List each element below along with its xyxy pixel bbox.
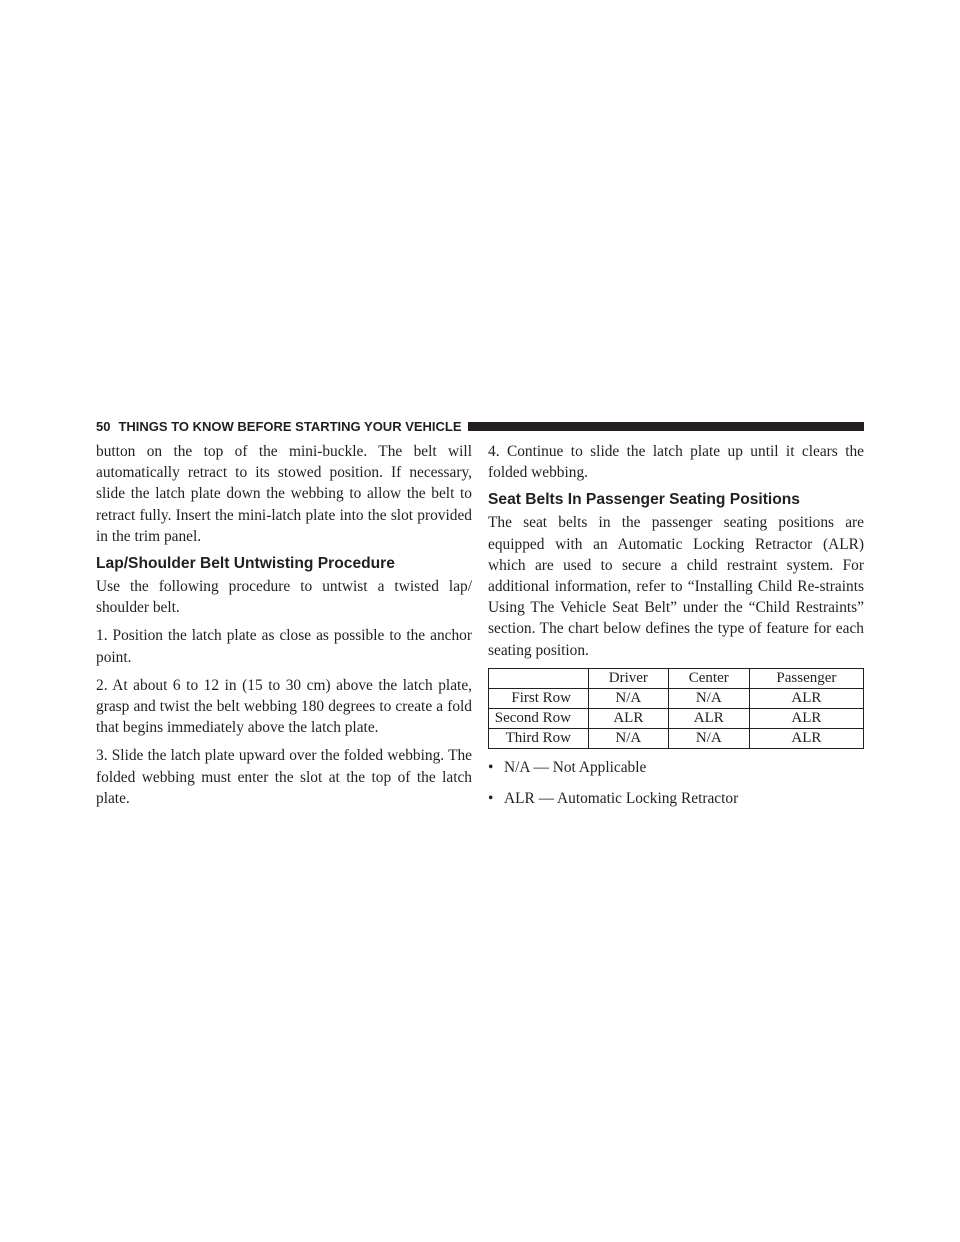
column-header: Passenger (749, 668, 863, 688)
row-label: Second Row (489, 708, 589, 728)
row-label: Third Row (489, 728, 589, 748)
step-4: 4. Continue to slide the latch plate up until it clears the folded webbing. (488, 443, 864, 482)
abbreviation-list (488, 757, 864, 809)
page-number: 50 (96, 418, 111, 434)
untwisting-heading: Lap/Shoulder Belt Untwisting Procedure (96, 555, 395, 573)
table-cell: ALR (589, 708, 669, 728)
header-rule (468, 422, 864, 431)
step-2: 2. At about 6 to 12 in (15 to 30 cm) above the latch plate, grasp and twist the belt webbing 180 degrees to create a fold that begins immediately above the latch plate. (96, 676, 472, 737)
table-cell: ALR (749, 728, 863, 748)
page-header (96, 418, 864, 434)
seating-position-table (488, 668, 864, 749)
list-item (488, 757, 864, 778)
row-label: First Row (489, 688, 589, 708)
list-item-text: ALR — Automatic Locking Retractor (504, 789, 739, 807)
table-row (489, 688, 864, 708)
continued-paragraph: button on the top of the mini-buckle. The belt will automatically retract to its stowed position. If necessary, slide the latch plate down the webbing to allow the belt to retract fully. Insert the mini-latch plate into the slot provided in the trim panel. (96, 443, 472, 545)
table-row (489, 728, 864, 748)
table-cell: ALR (668, 708, 749, 728)
table-cell: N/A (589, 728, 669, 748)
column-header: Driver (589, 668, 669, 688)
left-column (96, 441, 472, 816)
step-3: 3. Slide the latch plate upward over the folded webbing. The folded webbing must enter the slot at the top of the latch plate. (96, 747, 472, 807)
column-header: Center (668, 668, 749, 688)
table-cell: ALR (749, 688, 863, 708)
table-row (489, 708, 864, 728)
right-column (488, 441, 864, 819)
table-corner-cell (489, 668, 589, 688)
bullet-icon: • (488, 758, 494, 776)
table-cell: N/A (668, 728, 749, 748)
passenger-belts-paragraph: The seat belts in the passenger seating positions are equipped with an Automatic Locking Retractor (ALR) which are used to secure a child restraint system. For additional information, refer to “Installing Child Re-straints Using The Vehicle Seat Belt” under the “Child Restraints” section. The chart below defines the type of feature for each seating position. (488, 514, 864, 659)
table-cell: ALR (749, 708, 863, 728)
section-title: THINGS TO KNOW BEFORE STARTING YOUR VEHICLE (118, 418, 462, 434)
passenger-belts-heading: Seat Belts In Passenger Seating Positions (488, 491, 800, 509)
table-cell: N/A (589, 688, 669, 708)
list-item (488, 788, 864, 809)
table-cell: N/A (668, 688, 749, 708)
step-1: 1. Position the latch plate as close as possible to the anchor point. (96, 627, 472, 666)
untwisting-intro: Use the following procedure to untwist a twisted lap/ shoulder belt. (96, 578, 472, 617)
table-header-row (489, 668, 864, 688)
bullet-icon: • (488, 789, 494, 807)
list-item-text: N/A — Not Applicable (504, 758, 647, 776)
